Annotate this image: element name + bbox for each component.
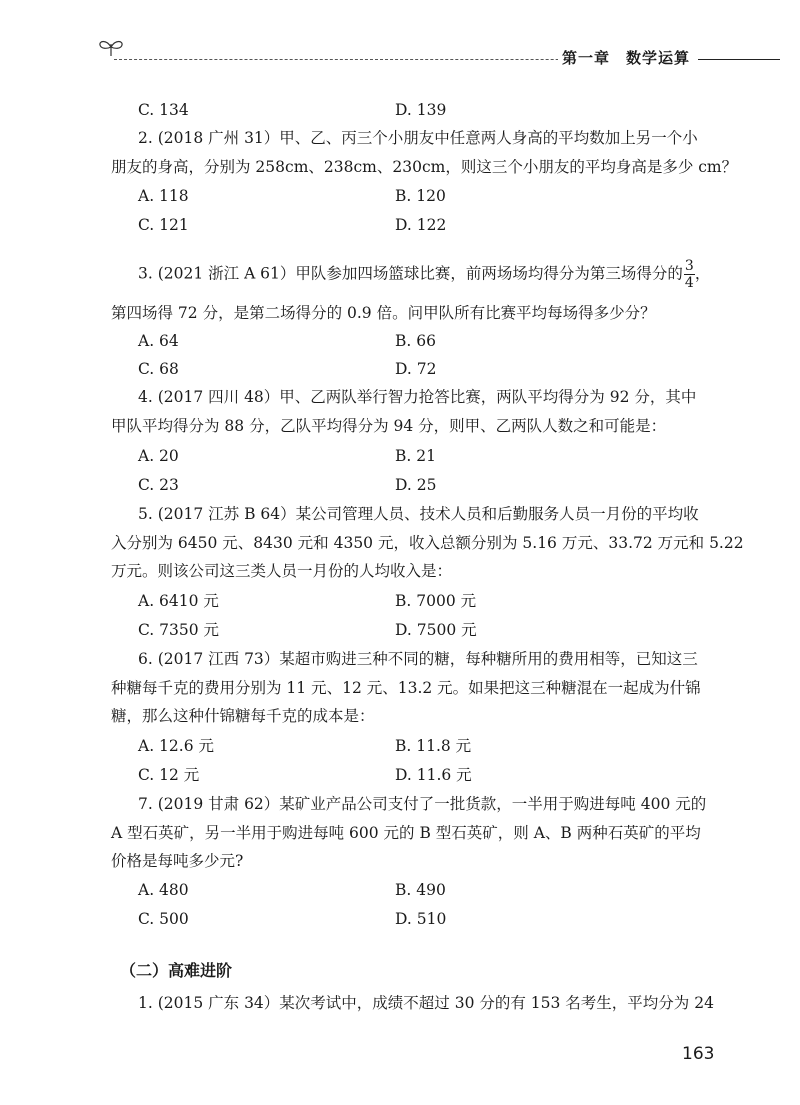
option-c: C. 121 xyxy=(138,216,189,234)
q3-line2: 第四场得 72 分，是第二场得分的 0.9 倍。问甲队所有比赛平均每场得多少分？ xyxy=(111,304,656,322)
option-c: C. 68 xyxy=(138,360,179,378)
option-a: A. 20 xyxy=(138,447,179,465)
fraction-numerator: 3 xyxy=(684,258,694,274)
option-d: D. 510 xyxy=(395,910,447,928)
option-a: A. 118 xyxy=(138,187,189,205)
option-a: A. 480 xyxy=(138,881,189,899)
q5-line3: 万元。则该公司这三类人员一月份的人均收入是： xyxy=(111,562,453,580)
option-c: C. 23 xyxy=(138,476,179,494)
option-a: A. 6410 元 xyxy=(138,592,219,610)
q3-line1 xyxy=(138,258,711,291)
option-b: B. 11.8 元 xyxy=(395,737,472,755)
option-a: A. 64 xyxy=(138,332,179,350)
option-b: B. 7000 元 xyxy=(395,592,477,610)
option-c: C. 500 xyxy=(138,910,189,928)
q4-line1: 4. (2017 四川 48）甲、乙两队举行智力抢答比赛，两队平均得分为 92 分，其中 xyxy=(138,388,697,406)
option-d: D. 122 xyxy=(395,216,447,234)
option-d: D. 139 xyxy=(395,101,447,119)
q7-line2: A 型石英矿，另一半用于购进每吨 600 元的 B 型石英矿，则 A、B 两种石英矿的平均 xyxy=(111,824,701,842)
fraction-denominator: 4 xyxy=(684,275,694,291)
q4-line2: 甲队平均得分为 88 分，乙队平均得分为 94 分，则甲、乙两队人数之和可能是： xyxy=(111,417,667,435)
option-a: A. 12.6 元 xyxy=(138,737,214,755)
option-d: D. 25 xyxy=(395,476,437,494)
chapter-title: 第一章 数学运算 xyxy=(558,47,694,68)
q7-line1: 7. (2019 甘肃 62）某矿业产品公司支付了一批货款，一半用于购进每吨 400 元的 xyxy=(138,795,707,813)
fraction xyxy=(684,258,695,291)
q3-line1-end: ， xyxy=(694,264,711,283)
option-d: D. 7500 元 xyxy=(395,621,477,639)
q5-line1: 5. (2017 江苏 B 64）某公司管理人员、技术人员和后勤服务人员一月份的平均收 xyxy=(138,505,699,523)
page-number: 163 xyxy=(682,1044,715,1064)
header-rule-solid xyxy=(698,59,780,60)
q5-line2: 入分别为 6450 元、8430 元和 4350 元，收入总额分别为 5.16 万元、33.72 万元和 5.22 xyxy=(111,534,744,552)
leaf-ornament-icon xyxy=(96,36,126,60)
q6-line1: 6. (2017 江西 73）某超市购进三种不同的糖，每种糖所用的费用相等，已知这三 xyxy=(138,650,698,668)
option-b: B. 120 xyxy=(395,187,446,205)
option-c: C. 12 元 xyxy=(138,766,200,784)
option-c: C. 7350 元 xyxy=(138,621,220,639)
page-header xyxy=(96,36,780,76)
q2-line1: 2. (2018 广州 31）甲、乙、丙三个小朋友中任意两人身高的平均数加上另一个小 xyxy=(138,129,698,147)
option-b: B. 490 xyxy=(395,881,446,899)
option-d: D. 72 xyxy=(395,360,437,378)
option-c: C. 134 xyxy=(138,101,189,119)
q2-line2: 朋友的身高，分别为 258cm、238cm、230cm，则这三个小朋友的平均身高是多少 cm？ xyxy=(111,158,738,176)
q7-line3: 价格是每吨多少元? xyxy=(111,852,244,870)
q3-line1-text: 3. (2021 浙江 A 61）甲队参加四场篮球比赛，前两场场均得分为第三场得分的 xyxy=(138,264,683,283)
option-d: D. 11.6 元 xyxy=(395,766,472,784)
section-heading: （二）高难进阶 xyxy=(120,961,233,980)
option-b: B. 21 xyxy=(395,447,436,465)
option-b: B. 66 xyxy=(395,332,436,350)
q6-line2: 种糖每千克的费用分别为 11 元、12 元、13.2 元。如果把这三种糖混在一起成为什锦 xyxy=(111,679,701,697)
s2-q1-line1: 1. (2015 广东 34）某次考试中，成绩不超过 30 分的有 153 名考生，平均分为 24 xyxy=(138,994,714,1012)
q6-line3: 糖，那么这种什锦糖每千克的成本是： xyxy=(111,707,375,725)
